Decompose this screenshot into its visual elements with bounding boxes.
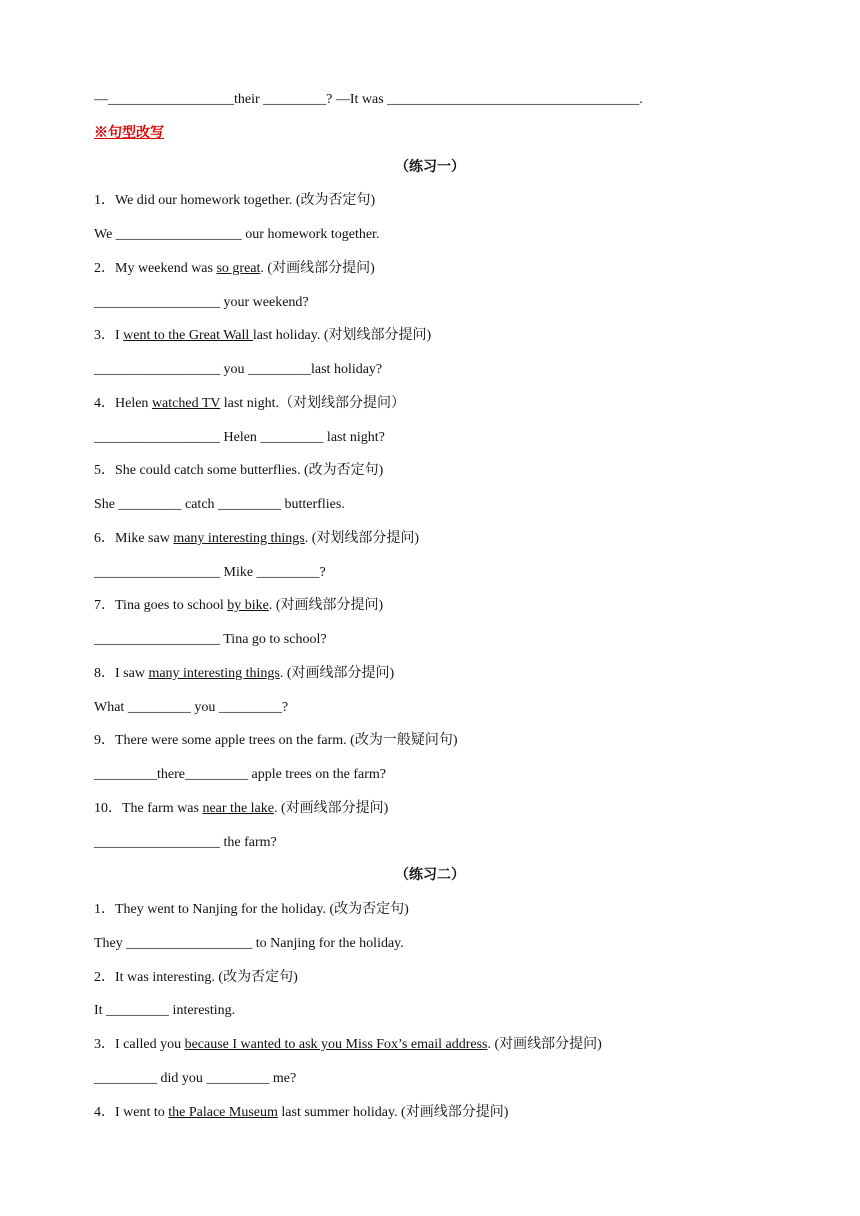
- text-line: [94, 732, 820, 750]
- underlined-text: went to the Great Wall: [123, 328, 253, 344]
- underlined-text: the Palace Museum: [168, 1104, 278, 1120]
- text-line: [94, 1036, 820, 1054]
- text-segment: __________________ you _________last holiday?: [94, 362, 383, 377]
- section-title: [94, 125, 820, 143]
- text-segment: last summer holiday. (对画线部分提问): [277, 1104, 509, 1120]
- text-line: [94, 294, 820, 312]
- text-segment: 4．Helen: [94, 395, 152, 411]
- text-segment: . (对划线部分提问): [304, 530, 420, 546]
- text-line: [94, 462, 820, 480]
- text-line: [94, 699, 820, 717]
- text-segment: 7．Tina goes to school: [94, 598, 228, 614]
- text-segment: They __________________ to Nanjing for the holiday.: [94, 935, 404, 951]
- text-segment: __________________ the farm?: [94, 834, 277, 850]
- text-line: [94, 429, 820, 447]
- text-segment: 2．It was interesting. (改为否定句): [94, 969, 298, 985]
- text-line: [94, 631, 820, 649]
- text-line: [94, 834, 820, 852]
- text-segment: —__________________their _________? —It was ____________________________________.: [94, 92, 643, 107]
- text-line: [94, 395, 820, 413]
- text-segment: last night.（对划线部分提问）: [220, 395, 405, 411]
- text-line: [94, 91, 820, 109]
- text-line: [94, 597, 820, 615]
- underlined-text: so great: [216, 260, 261, 276]
- underlined-text: many interesting things: [173, 530, 305, 546]
- text-segment: . (对画线部分提问): [273, 800, 389, 816]
- text-line: [94, 192, 820, 210]
- text-segment: She _________ catch _________ butterflies.: [94, 497, 345, 512]
- text-segment: 10．The farm was: [94, 800, 203, 816]
- text-segment: _________ did you _________ me?: [94, 1070, 297, 1086]
- text-line: [94, 665, 820, 683]
- text-line: [94, 1070, 820, 1088]
- underlined-text: by bike: [227, 598, 269, 614]
- text-line: [94, 226, 820, 244]
- text-line: [94, 935, 820, 953]
- text-segment: 4．I went to: [94, 1104, 169, 1120]
- text-line: [94, 969, 820, 987]
- text-line: [94, 496, 820, 514]
- text-segment: 3．I called you: [94, 1037, 185, 1052]
- text-segment: What _________ you _________?: [94, 699, 289, 715]
- text-line: [94, 901, 820, 919]
- text-segment: 2．My weekend was: [94, 260, 217, 276]
- text-segment: . (对画线部分提问): [260, 260, 375, 276]
- text-line: [94, 361, 820, 379]
- text-segment: __________________ your weekend?: [94, 294, 309, 310]
- text-segment: We __________________ our homework together.: [94, 227, 380, 242]
- text-segment: （练习二）: [395, 868, 465, 884]
- text-segment: 6．Mike saw: [94, 530, 174, 546]
- text-line: [94, 1002, 820, 1020]
- exercise-heading: [0, 867, 860, 885]
- underlined-text: many interesting things: [148, 665, 280, 681]
- text-segment: 3．I: [94, 328, 124, 344]
- underlined-text: because I wanted to ask you Miss Fox’s email address: [184, 1037, 488, 1052]
- text-line: [94, 766, 820, 784]
- text-segment: 9．There were some apple trees on the farm. (改为一般疑问句): [94, 733, 458, 749]
- text-segment: 1．We did our homework together. (改为否定句): [94, 193, 376, 209]
- text-line: [94, 260, 820, 278]
- exercise-heading: [0, 159, 860, 177]
- text-segment: It _________ interesting.: [94, 1003, 236, 1019]
- text-segment: __________________ Helen _________ last night?: [94, 429, 385, 445]
- text-segment: . (对画线部分提问): [268, 598, 384, 614]
- underlined-text: watched TV: [151, 395, 221, 411]
- text-segment: 1．They went to Nanjing for the holiday. (改为否定句): [94, 902, 409, 917]
- text-line: [94, 564, 820, 582]
- text-segment: 8．I saw: [94, 665, 149, 681]
- text-segment: . (对画线部分提问): [487, 1037, 602, 1052]
- text-segment: __________________ Tina go to school?: [94, 632, 327, 647]
- text-line: [94, 530, 820, 548]
- text-segment: _________there_________ apple trees on the farm?: [94, 767, 386, 782]
- text-line: [94, 800, 820, 818]
- text-segment: last holiday. (对划线部分提问): [252, 328, 432, 344]
- text-segment: 5．She could catch some butterflies. (改为否定句): [94, 463, 384, 479]
- text-line: [94, 327, 820, 345]
- text-segment: ※句型改写: [94, 125, 164, 141]
- underlined-text: near the lake: [202, 800, 274, 816]
- text-segment: （练习一）: [395, 159, 465, 175]
- text-segment: __________________ Mike _________?: [94, 564, 326, 580]
- text-line: [94, 1104, 820, 1122]
- text-segment: . (对画线部分提问): [279, 665, 395, 681]
